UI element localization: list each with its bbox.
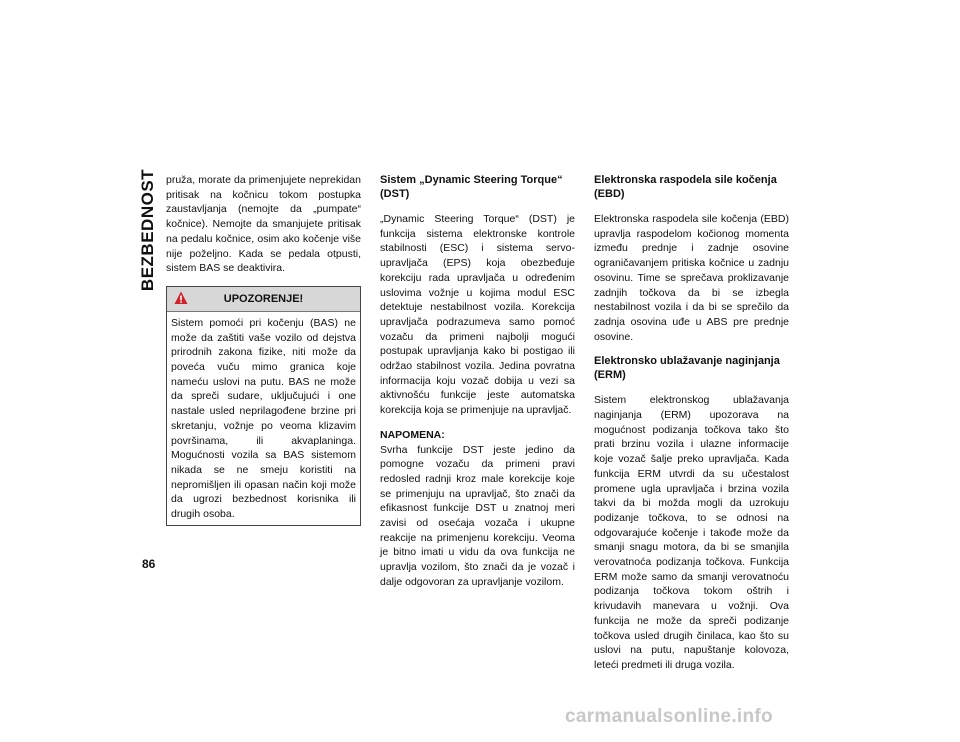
warning-box	[166, 286, 361, 526]
warning-header	[167, 287, 360, 312]
column-right	[594, 173, 789, 683]
erm-paragraph: Sistem elektronskog ublažavanja naginjanja (ERM) upozorava na mogućnost podizanja točkova tako što prati brzinu vozila i ulazne informacije koje vozač šalje preko upravljača. Kada funkcija ERM utvrdi da su učestalost promene ugla upravljača i brzina vozila takvi da bi možda mogli da uzrokuju podizanje točkova, to se odnosi na odgovarajuće kočenje i takođe može da smanji snagu motora, da bi se smanjila verovatnoća podizanja točkova. Funkcija ERM može samo da smanji verovatnoću podizanja točkova tokom oštrih i krivudavih manevara u vožnji. Ova funkcija ne može da spreči podizanje točkova usled drugih činilaca, kao što su uslovi na putu, napuštanje kolovoza, leteći predmeti ili druga vozila.	[594, 394, 789, 671]
note-block	[380, 428, 575, 590]
erm-heading: Elektronsko ublažavanje naginjanja (ERM)	[594, 355, 780, 382]
warning-body	[167, 312, 360, 525]
ebd-heading: Elektronska raspodela sile kočenja (EBD)	[594, 174, 777, 200]
note-title: NAPOMENA:	[380, 428, 445, 441]
page-number: 86	[142, 557, 156, 571]
intro-paragraph: pruža, morate da primenjujete neprekidan pritisak na kočnicu tokom postupka zaustavljanja (nemojte da „pumpate“ kočnice). Nemojte da smanjujete pritisak na pedalu kočnice, osim ako kočenje više nije poželjno. Kada se pedala otpusti, sistem BAS se deaktivira.	[166, 174, 361, 275]
warning-text: Sistem pomoći pri kočenju (BAS) ne može da zaštiti vaše vozilo od dejstva prirodnih zakona fizike, niti može da poveća vuču mimo granica koje nameću uslovi na putu. BAS ne može da spreči sudare, uključujući i one nastale usled neprilagođene brzine pri skretanju, vožnje po veoma klizavim površinama, ili akvaplaninga. Mogućnosti vozila sa BAS sistemom nikada se ne smeju koristiti na nepromišljen ili opasan način koji može da ugrozi bezbednost korisnika ili drugih osoba.	[171, 316, 356, 521]
dst-paragraph: „Dynamic Steering Torque“ (DST) je funkcija sistema elektronske kontrole stabilnosti (ESC) i sistema servo-upravljača (EPS) koja obezbeđuje korekciju rada upravljača u određenim uslovima vožnje u kojima modul ESC detektuje nestabilnost vozila. Korekcija upravljača podrazumeva samo pomoć vozaču da primeni najbolji mogući postupak upravljanja kako bi postigao ili održao stabilnost vozila. Jedina povratna informacija koju vozač dobija u vezi sa aktivnošću funkcije jeste automatska korekcija koja se primenjuje na upravljač.	[380, 213, 575, 417]
dst-heading: Sistem „Dynamic Steering Torque“ (DST)	[380, 174, 563, 200]
note-text: Svrha funkcije DST jeste jedino da pomogne vozaču da primeni pravi redosled radnji kroz male korekcije koje se primenjuju na upravljač, što znači da efikasnost funkcije DST u znatnoj meri zavisi od osećaja vozača i ukupne reakcije na primenjenu korekciju. Veoma je bitno imati u vidu da ova funkcija ne upravlja vozilom, što znači da je vozač i dalje odgovoran za upravljanje vozilom.	[380, 443, 575, 588]
warning-title: UPOZORENJE!	[223, 292, 304, 305]
section-tab-label: BEZBEDNOST	[138, 168, 157, 292]
watermark: carmanualsonline.info	[565, 706, 773, 727]
column-left	[166, 173, 361, 526]
column-middle	[380, 173, 575, 600]
ebd-paragraph: Elektronska raspodela sile kočenja (EBD) upravlja raspodelom kočionog momenta između prednje i zadnje osovine ograničavanjem pritiska kočnice u zadnju osovinu. Time se sprečava proklizavanje zadnjih točkova da bi se izbegla nestabilnost vozila i da bi se sprečilo da zadnja osovina uđe u ABS pre prednje osovine.	[594, 213, 789, 343]
section-tab	[134, 168, 162, 292]
